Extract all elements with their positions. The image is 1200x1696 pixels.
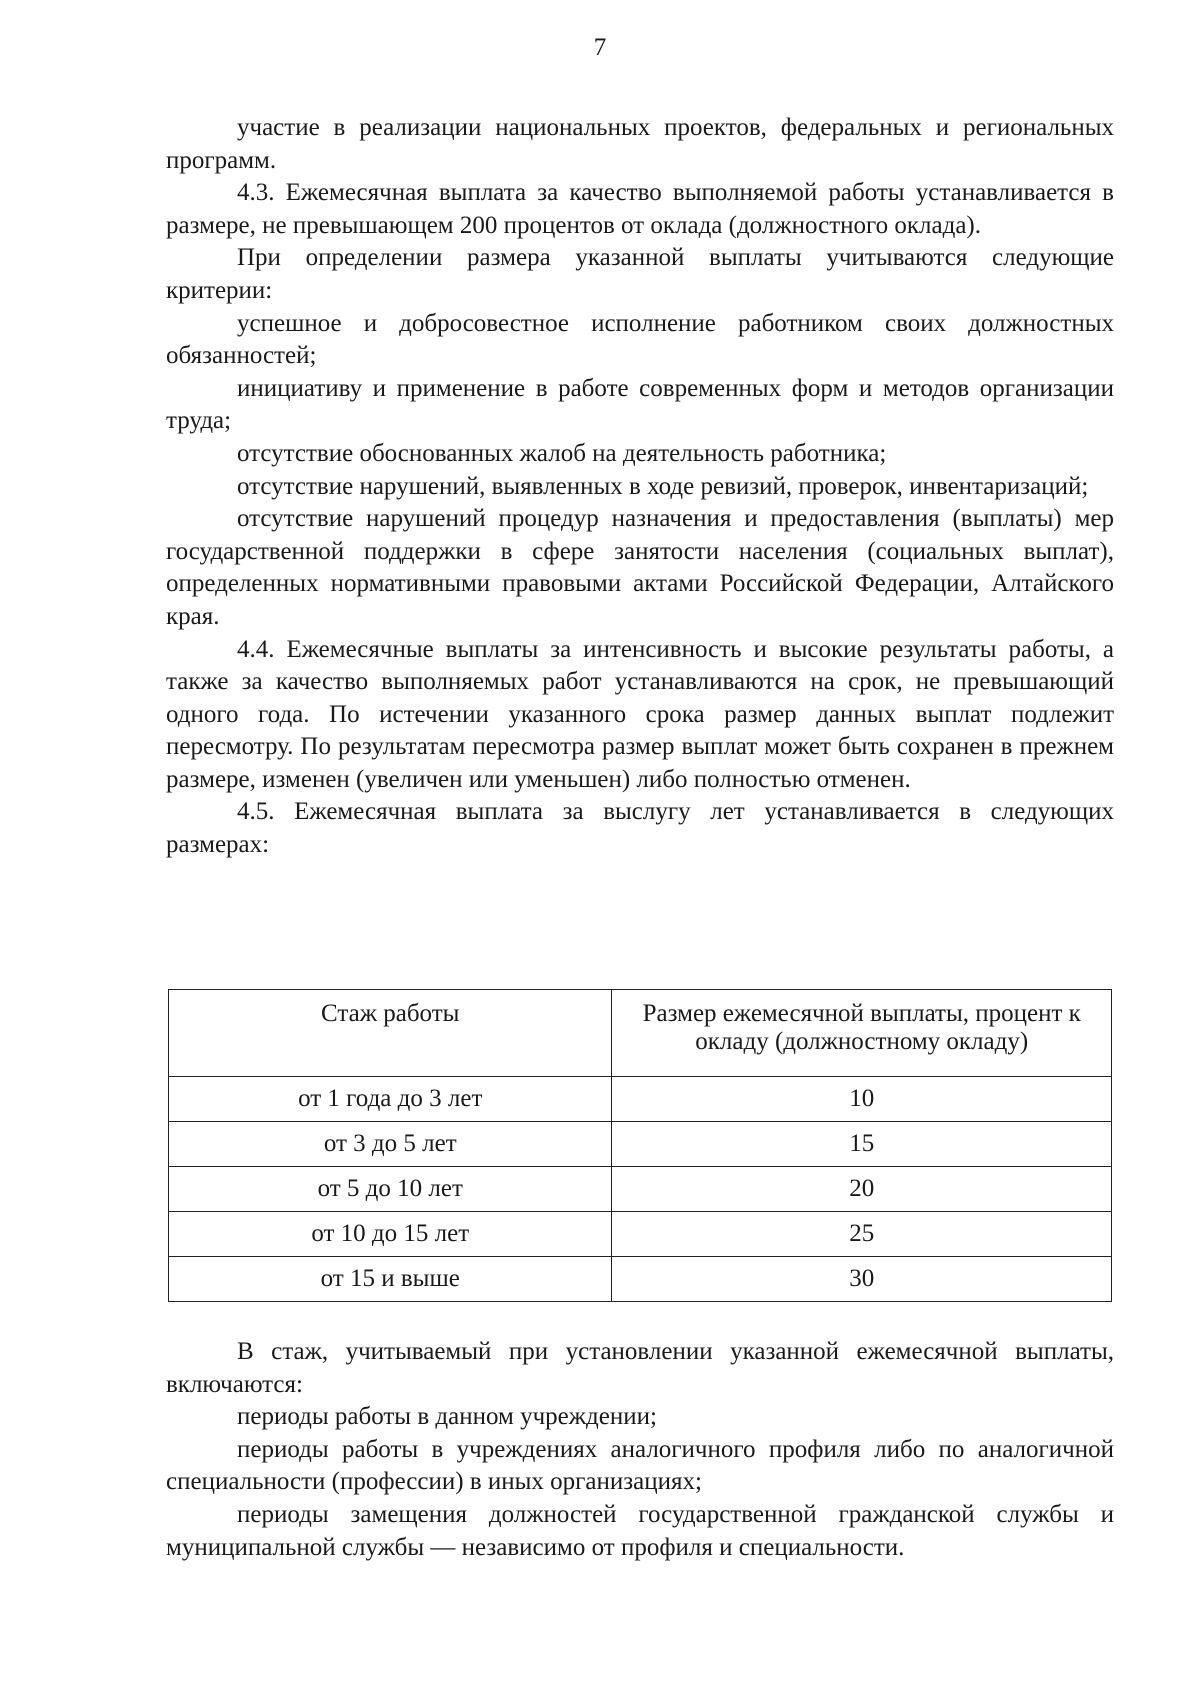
table-row: [169, 1077, 1112, 1122]
paragraph: участие в реализации национальных проектов, федеральных и региональных программ.: [166, 114, 1114, 174]
paragraph: инициативу и применение в работе современных форм и методов организации труда;: [166, 374, 1114, 435]
paragraph: отсутствие обоснованных жалоб на деятельность работника;: [237, 439, 887, 467]
cell-seniority: от 5 до 10 лет: [169, 1167, 612, 1212]
header-payment-size: Размер ежемесячной выплаты, процент к окладу (должностному окладу): [612, 990, 1112, 1077]
header-seniority: Стаж работы: [169, 990, 612, 1077]
paragraph: периоды работы в данном учреждении;: [237, 1403, 657, 1431]
paragraph: В стаж, учитываемый при установлении указанной ежемесячной выплаты, включаются:: [166, 1338, 1114, 1398]
cell-seniority: от 10 до 15 лет: [169, 1212, 612, 1257]
table-row: [169, 1257, 1112, 1302]
cell-percent: 25: [612, 1212, 1112, 1257]
text-block-before-table: [166, 112, 1114, 862]
table-row: [169, 1167, 1112, 1212]
page-number: 7: [593, 34, 607, 61]
paragraph: отсутствие нарушений процедур назначения и предоставления (выплаты) мер государственной поддержки в сфере занятости населения (социальных выплат), определенных нормативными правовыми актами Российской Федерации, Алтайского края.: [166, 505, 1114, 630]
paragraph: периоды работы в учреждениях аналогичного профиля либо по аналогичной специальности (профессии) в иных организациях;: [166, 1435, 1114, 1496]
cell-seniority: от 1 года до 3 лет: [169, 1077, 612, 1122]
paragraph: 4.5. Ежемесячная выплата за выслугу лет устанавливается в следующих размерах:: [166, 798, 1114, 859]
cell-percent: 30: [612, 1257, 1112, 1302]
paragraph: успешное и добросовестное исполнение работником своих должностных обязанностей;: [166, 309, 1114, 370]
seniority-table: [168, 989, 1112, 1302]
table-row: [169, 1212, 1112, 1257]
paragraph: При определении размера указанной выплаты учитываются следующие критерии:: [166, 244, 1114, 304]
cell-percent: 20: [612, 1167, 1112, 1212]
table-header-row: [169, 990, 1112, 1077]
paragraph: 4.4. Ежемесячные выплаты за интенсивность и высокие результаты работы, а также за качество выполняемых работ устанавливаются на срок, не превышающий одного года. По истечении указанного срока размер данных выплат подлежит пересмотру. По результатам пересмотра размер выплат может быть сохранен в прежнем размере, изменен (увеличен или уменьшен) либо полностью отменен.: [166, 635, 1114, 793]
table-row: [169, 1122, 1112, 1167]
paragraph: 4.3. Ежемесячная выплата за качество выполняемой работы устанавливается в размере, не превышающем 200 процентов от оклада (должностного оклада).: [166, 179, 1114, 239]
cell-percent: 15: [612, 1122, 1112, 1167]
cell-seniority: от 15 и выше: [169, 1257, 612, 1302]
text-block-after-table: [166, 1336, 1114, 1564]
paragraph: периоды замещения должностей государственной гражданской службы и муниципальной службы — независимо от профиля и специальности.: [166, 1500, 1114, 1561]
paragraph: отсутствие нарушений, выявленных в ходе ревизий, проверок, инвентаризаций;: [237, 472, 1089, 500]
cell-seniority: от 3 до 5 лет: [169, 1122, 612, 1167]
cell-percent: 10: [612, 1077, 1112, 1122]
